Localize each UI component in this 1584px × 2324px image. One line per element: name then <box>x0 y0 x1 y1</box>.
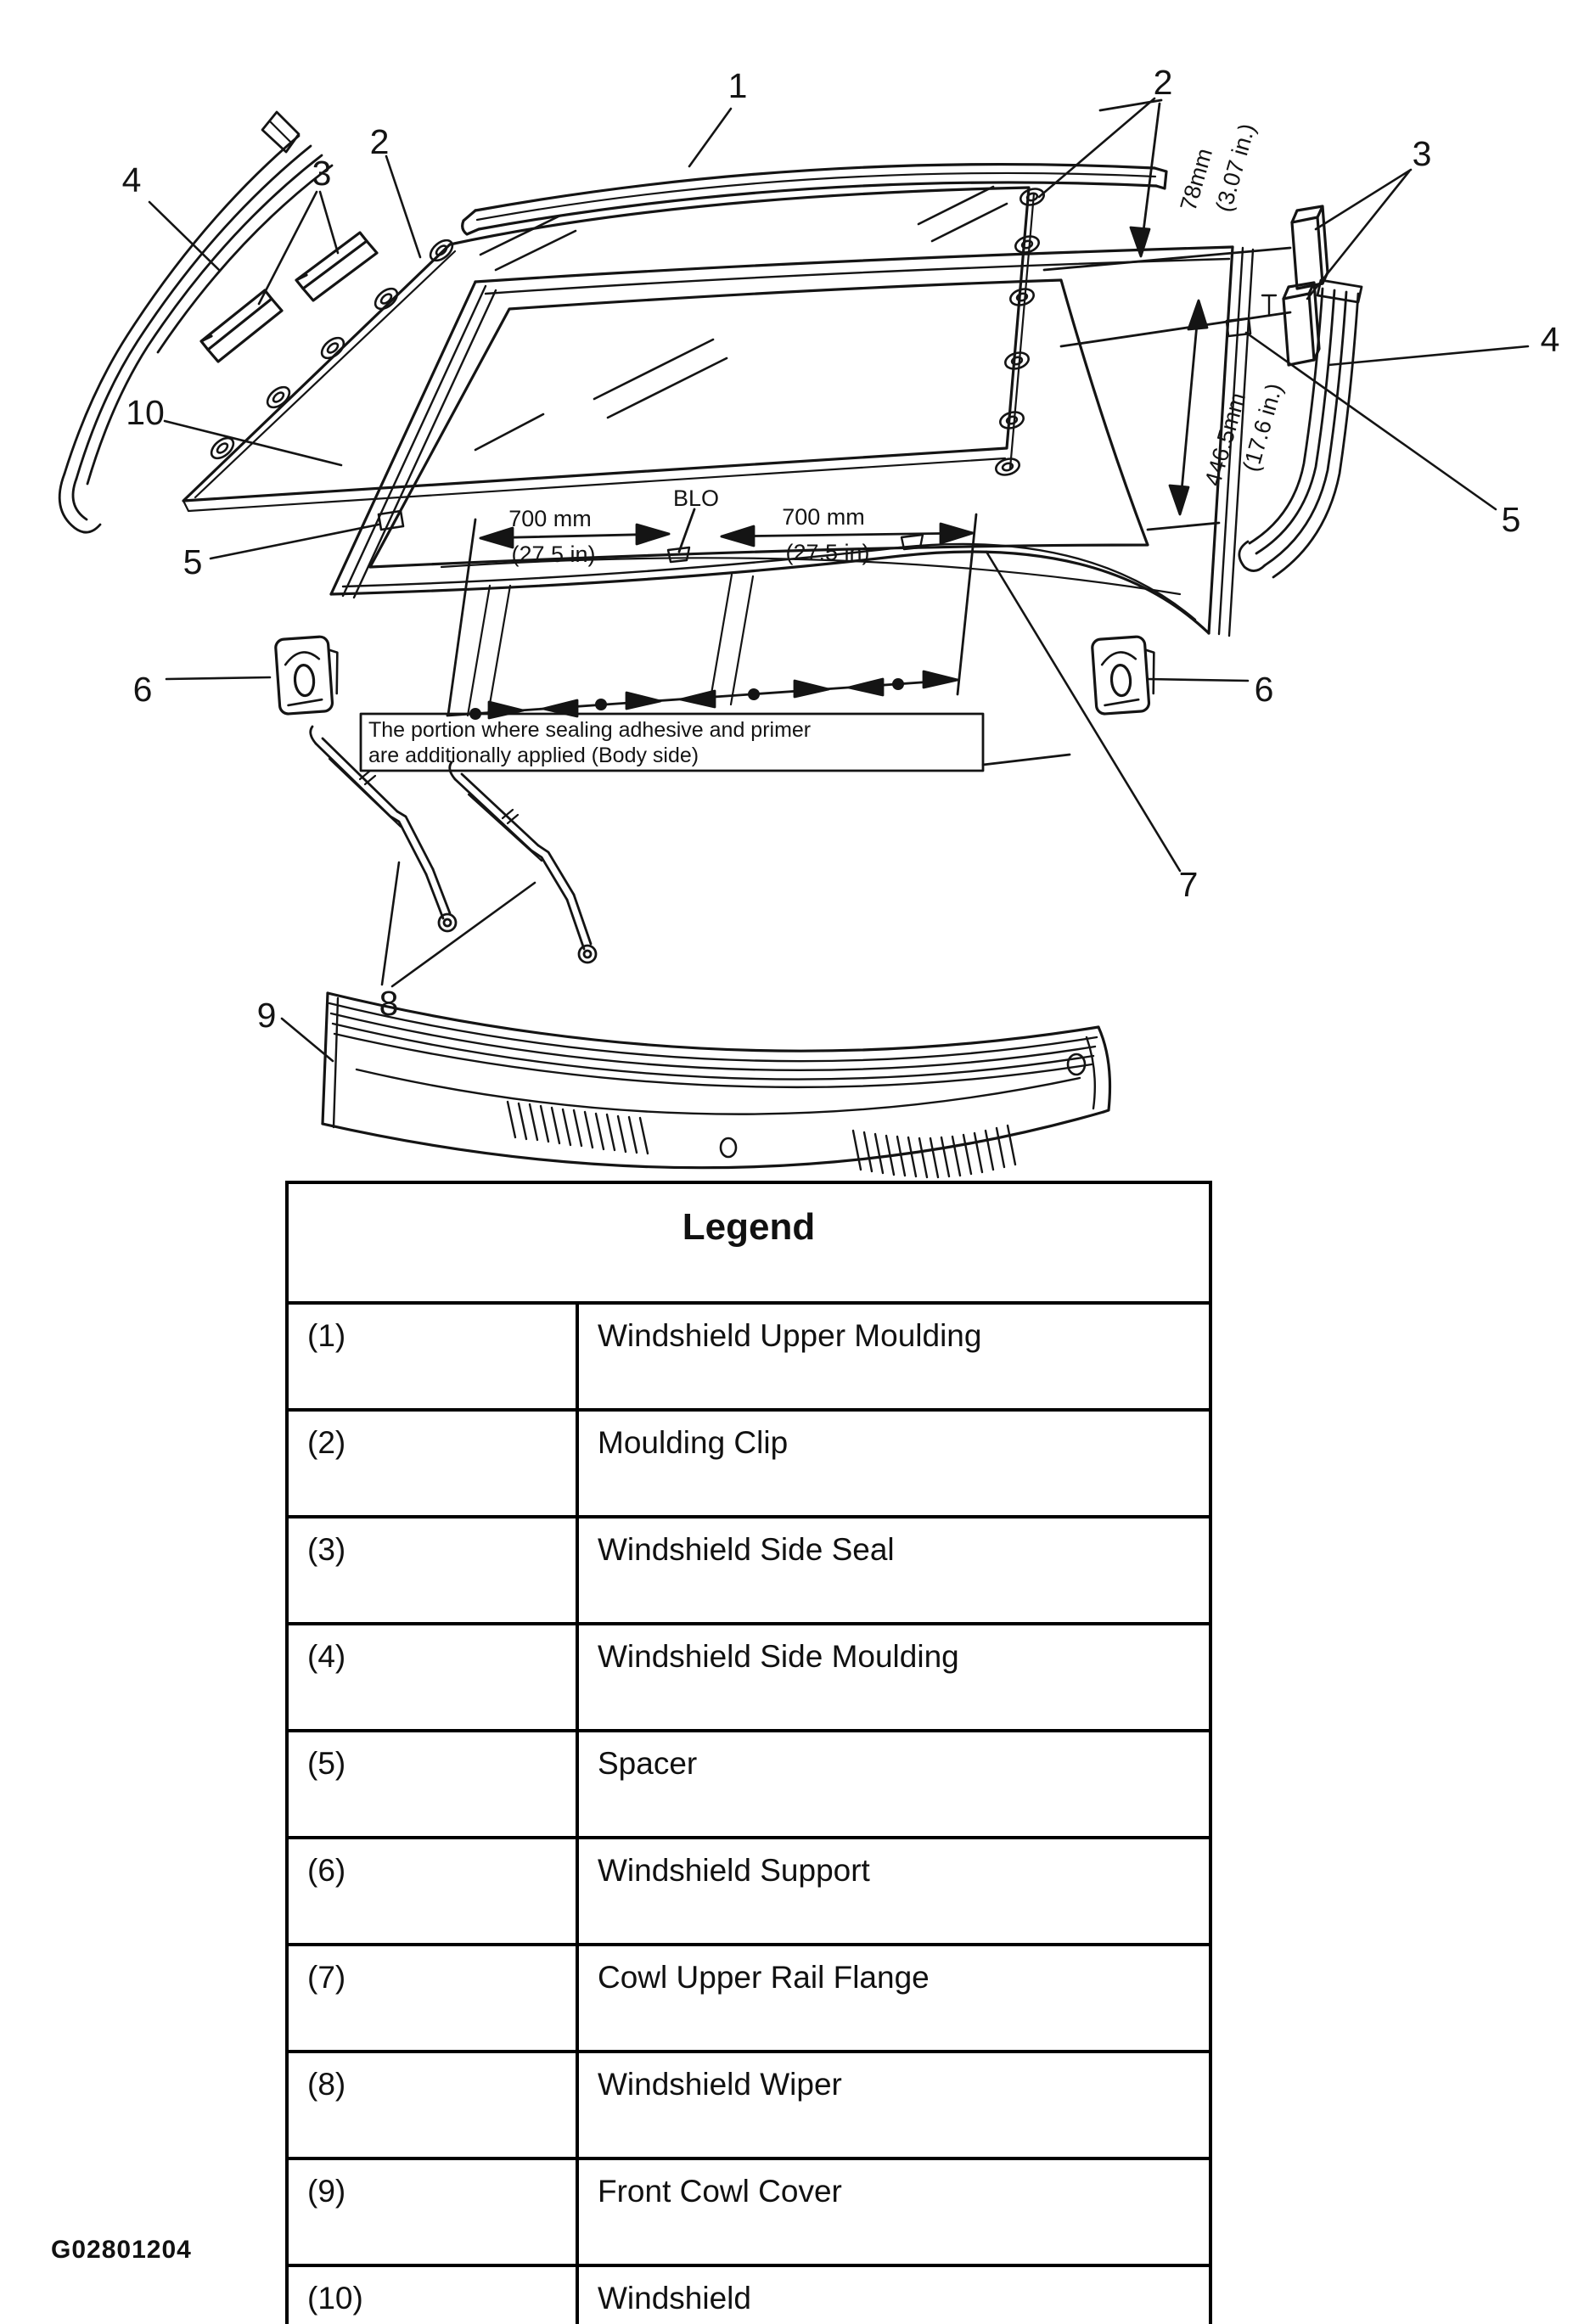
legend-row-num: (6) <box>287 1838 577 1945</box>
leader-2-left <box>386 156 420 257</box>
spacers <box>379 318 1250 530</box>
leader-3-right <box>1307 170 1411 299</box>
legend-row <box>287 2158 1210 2265</box>
moulding-clip <box>427 236 457 264</box>
moulding-clips-right <box>994 186 1046 477</box>
callout-5-left: 5 <box>183 542 203 581</box>
blo-leader <box>679 509 694 552</box>
legend-row <box>287 2265 1210 2324</box>
legend-row <box>287 1624 1210 1731</box>
callout-8: 8 <box>379 984 399 1023</box>
legend-row-num: (9) <box>287 2158 577 2265</box>
dim-446mm: 446.5mm <box>1199 390 1251 489</box>
legend-row <box>287 1517 1210 1624</box>
seal-bar <box>1283 294 1314 365</box>
legend-row-label: Windshield Side Seal <box>577 1517 1210 1624</box>
callout-6-right: 6 <box>1254 670 1274 709</box>
dim-78mm-in: (3.07 in.) <box>1210 121 1261 215</box>
moulding-clip <box>264 383 294 411</box>
legend-row-label: Moulding Clip <box>577 1410 1210 1517</box>
legend-row-num: (5) <box>287 1731 577 1838</box>
legend-row <box>287 1410 1210 1517</box>
callout-4-right: 4 <box>1540 320 1560 359</box>
leader-2-right <box>1039 98 1154 197</box>
moulding-clip <box>372 284 402 312</box>
callout-3-left: 3 <box>312 154 332 193</box>
legend-row <box>287 1303 1210 1410</box>
adhesive-zone-arrows <box>447 575 958 720</box>
callout-7: 7 <box>1178 865 1199 904</box>
windshield-glass <box>183 187 1029 511</box>
dim-78mm: 78mm <box>1175 145 1218 214</box>
cowl-hole <box>721 1138 736 1157</box>
leader-8 <box>382 862 535 986</box>
windshield-frame <box>331 247 1253 636</box>
callout-9: 9 <box>256 996 277 1035</box>
dim-700-right-in: (27.5 in) <box>785 540 870 565</box>
seal-bar <box>208 299 282 362</box>
legend-row-num: (1) <box>287 1303 577 1410</box>
callout-3-right: 3 <box>1412 134 1432 173</box>
windshield-support-left <box>275 636 341 715</box>
moulding-clip <box>1014 233 1041 255</box>
moulding-clip <box>1019 186 1046 207</box>
legend-row-label: Windshield Support <box>577 1838 1210 1945</box>
callout-1: 1 <box>727 66 748 105</box>
callout-5-right: 5 <box>1501 500 1521 539</box>
glass-outline <box>183 188 1029 501</box>
leader-4-left <box>149 202 219 270</box>
legend-row-num: (3) <box>287 1517 577 1624</box>
leader-6-left <box>166 677 270 679</box>
callout-4-left: 4 <box>121 160 142 199</box>
wiper-right <box>450 762 596 963</box>
legend-row-label: Windshield Side Moulding <box>577 1624 1210 1731</box>
dim-446mm-in: (17.6 in.) <box>1238 380 1288 474</box>
side-seal-bars-right <box>1283 206 1328 365</box>
adhesive-note-line1: The portion where sealing adhesive and primer <box>368 718 812 742</box>
seal-bar <box>303 241 377 300</box>
front-cowl-cover <box>323 993 1110 1180</box>
legend-row-num: (8) <box>287 2052 577 2158</box>
figure-code: G02801204 <box>51 2236 192 2264</box>
adhesive-note-line2: are additionally applied (Body side) <box>368 744 699 767</box>
legend-row-label: Front Cowl Cover <box>577 2158 1210 2265</box>
callout-2-right: 2 <box>1153 63 1173 102</box>
moulding-clips-left <box>208 236 457 462</box>
legend-row-num: (7) <box>287 1945 577 2052</box>
legend-row-num: (10) <box>287 2265 577 2324</box>
leader-1 <box>689 109 731 166</box>
callout-2-left: 2 <box>369 122 390 161</box>
legend-row <box>287 1731 1210 1838</box>
leader-5-right <box>1246 333 1496 509</box>
legend-table <box>285 1181 1212 2324</box>
legend-row-label: Spacer <box>577 1731 1210 1838</box>
leader-lines <box>149 98 1528 1061</box>
dimension-446mm <box>1148 300 1219 530</box>
callout-6-left: 6 <box>132 670 153 709</box>
legend-row-label: Windshield <box>577 2265 1210 2324</box>
dim-700-left-in: (27.5 in) <box>511 542 596 567</box>
legend-row-label: Cowl Upper Rail Flange <box>577 1945 1210 2052</box>
legend-row-num: (2) <box>287 1410 577 1517</box>
legend-row-label: Windshield Wiper <box>577 2052 1210 2158</box>
frame-reflections <box>475 340 727 450</box>
leader-5-left <box>211 525 379 559</box>
side-moulding-left <box>59 112 332 532</box>
moulding-clip <box>1003 350 1031 371</box>
leader-3-left <box>259 192 338 304</box>
leader-10 <box>165 421 341 465</box>
leader-4-right <box>1328 346 1528 365</box>
leader-7 <box>986 552 1180 871</box>
legend-row <box>287 1838 1210 1945</box>
dim-700-right: 700 mm <box>782 504 865 530</box>
dim-blo: BLO <box>672 486 720 511</box>
moulding-clip <box>998 409 1025 430</box>
windshield-support-right <box>1092 636 1158 715</box>
side-seal-bars-left <box>201 233 377 362</box>
legend-title: Legend <box>287 1182 1210 1303</box>
legend-row-label: Windshield Upper Moulding <box>577 1303 1210 1410</box>
frame-opening <box>370 280 1148 567</box>
cowl-hole <box>1068 1054 1085 1075</box>
dim-700-left: 700 mm <box>508 506 592 531</box>
legend-row <box>287 2052 1210 2158</box>
callout-10: 10 <box>126 393 165 432</box>
leader-6-right <box>1148 679 1248 681</box>
moulding-clip <box>1008 286 1036 307</box>
legend-row <box>287 1945 1210 2052</box>
legend-row-num: (4) <box>287 1624 577 1731</box>
